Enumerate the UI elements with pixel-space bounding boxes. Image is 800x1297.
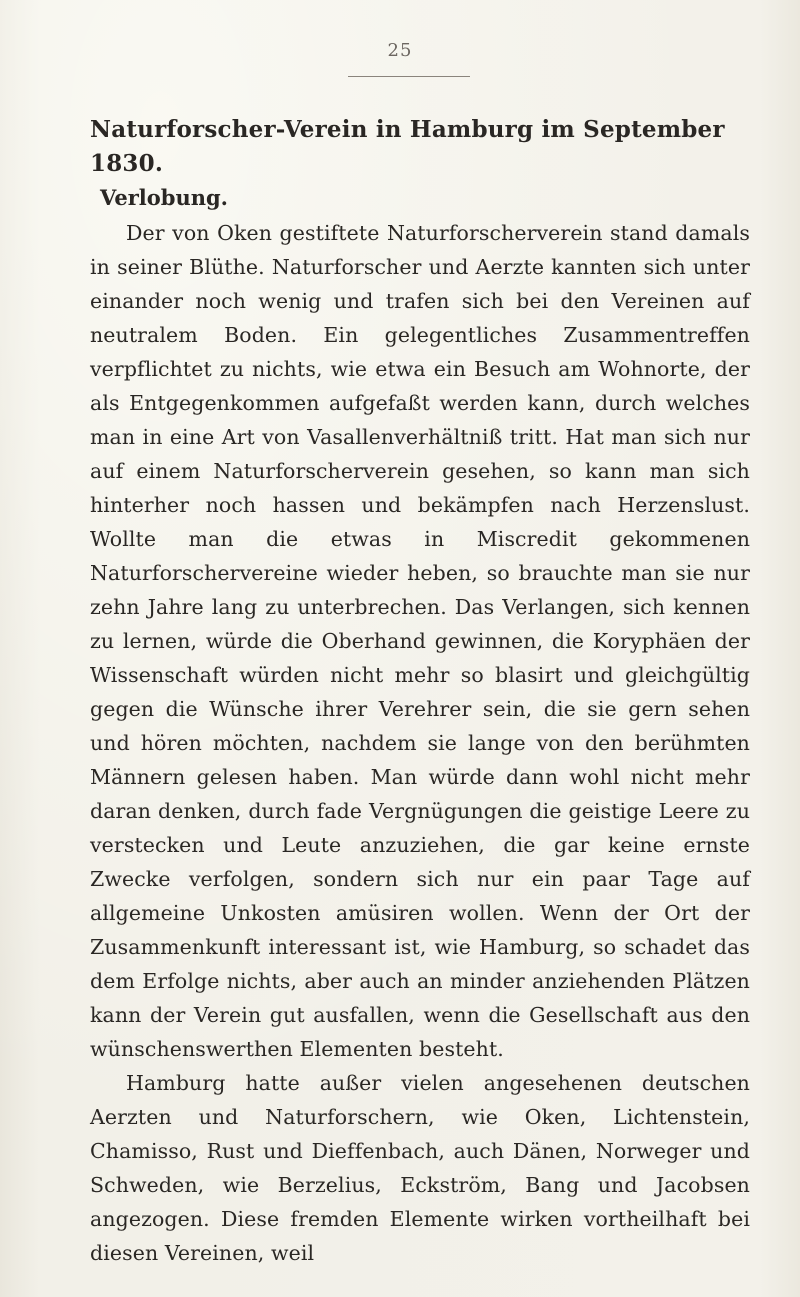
paragraph-1: Der von Oken gestiftete Naturforscherverein stand damals in seiner Blüthe. Naturforscher und Aerzte kannten sich unter einander noch wenig und trafen sich bei den Vereinen auf neutralem Boden. Ein gelegentliches Zusammentreffen verpflichtet zu nichts, wie etwa ein Besuch am Wohnorte, der als Entgegenkommen aufgefaßt werden kann, durch welches man in eine Art von Vasallenverhältniß tritt. Hat man sich nur auf einem Naturforscherverein gesehen, so kann man sich hinterher noch hassen und bekämpfen nach Herzenslust. Wollte man die etwas in Miscredit gekommenen Naturforschervereine wieder heben, so brauchte man sie nur zehn Jahre lang zu unterbrechen. Das Verlangen, sich kennen zu lernen, würde die Oberhand gewinnen, die Koryphäen der Wissenschaft würden nicht mehr so blasirt und gleichgültig gegen die Wünsche ihrer Verehrer sein, die sie gern sehen und hören möchten, nachdem sie lange von den berühmten Männern gelesen haben. Man würde dann wohl nicht mehr daran denken, durch fade Vergnügungen die geistige Leere zu verstecken und Leute anzuziehen, die gar keine ernste Zwecke verfolgen, sondern sich nur ein paar Tage auf allgemeine Unkosten amüsiren wollen. Wenn der Ort der Zusammenkunft interessant ist, wie Hamburg, so schadet das dem Erfolge nichts, aber auch an minder anziehenden Plätzen kann der Verein gut ausfallen, wenn die Gesellschaft aus den wünschenswerthen Elementen besteht.	[90, 221, 750, 1061]
page-number: 25	[387, 40, 413, 61]
section-heading: Naturforscher-Verein in Hamburg im September 1830.	[90, 116, 725, 177]
page-number-rule	[348, 76, 470, 77]
page-content	[90, 113, 750, 1270]
section-subheading: Verlobung.	[100, 185, 228, 210]
paragraph-2: Hamburg hatte außer vielen angesehenen deutschen Aerzten und Naturforschern, wie Oken, Lichtenstein, Chamisso, Rust und Dieffenbach, auch Dänen, Norweger und Schweden, wie Berzelius, Eckström, Bang und Jacobsen angezogen. Diese fremden Elemente wirken vortheilhaft bei diesen Vereinen, weil	[90, 1071, 750, 1265]
